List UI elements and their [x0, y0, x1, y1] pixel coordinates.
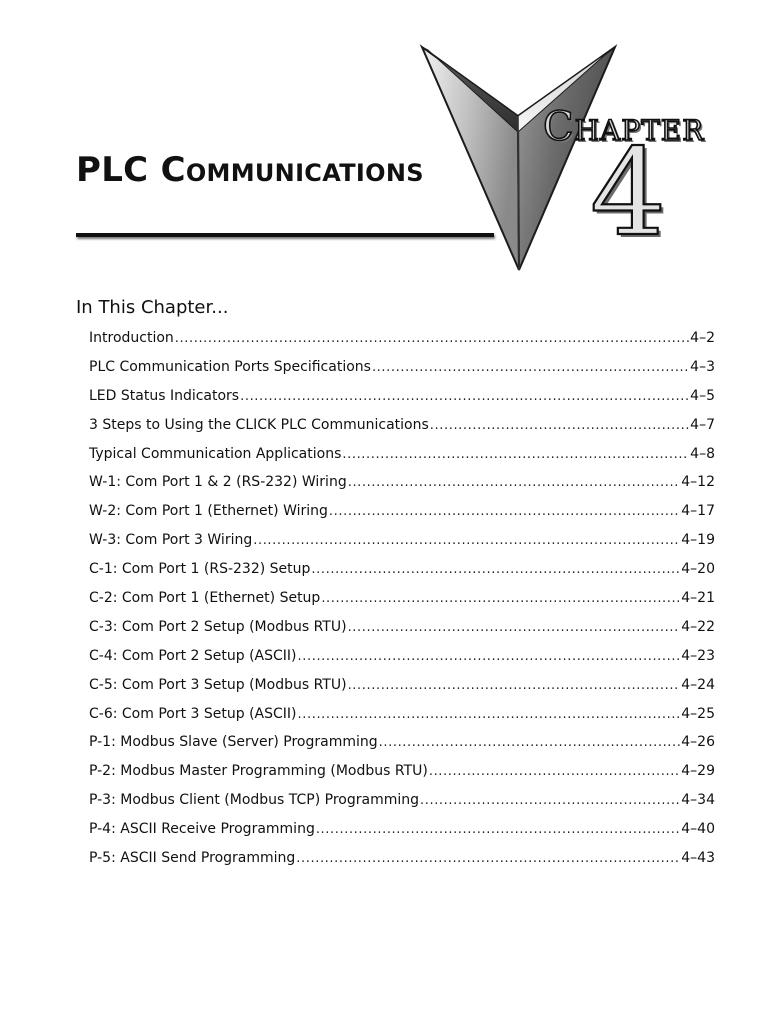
toc-item-page: 4–21	[681, 590, 715, 607]
toc-item-page: 4–29	[681, 763, 715, 780]
toc-item-page: 4–19	[681, 532, 715, 549]
toc-leader-dots	[311, 562, 680, 577]
toc-leader-dots	[342, 447, 689, 462]
toc-item-page: 4–34	[681, 792, 715, 809]
toc-leader-dots	[298, 707, 681, 722]
toc-item-label: P-5: ASCII Send Programming	[89, 850, 296, 867]
toc-item-p3[interactable]	[89, 792, 715, 821]
toc-item-c4[interactable]	[89, 648, 715, 677]
toc-leader-dots	[240, 389, 689, 404]
toc-leader-dots	[175, 331, 689, 346]
toc-item-label: C-3: Com Port 2 Setup (Modbus RTU)	[89, 618, 347, 635]
toc-leader-dots	[379, 735, 681, 750]
chapter-label: Chapter	[543, 104, 705, 150]
toc-item-page: 4–25	[681, 705, 715, 722]
toc-item-w3[interactable]	[89, 532, 715, 561]
toc-item-label: C-4: Com Port 2 Setup (ASCII)	[89, 647, 297, 664]
toc-item-page: 4–12	[681, 474, 715, 491]
toc-item-three-steps[interactable]	[89, 417, 715, 446]
toc-item-label: P-1: Modbus Slave (Server) Programming	[89, 734, 378, 751]
toc-list	[89, 330, 715, 879]
toc-leader-dots	[372, 360, 689, 375]
toc-item-p2[interactable]	[89, 763, 715, 792]
toc-item-p4[interactable]	[89, 821, 715, 850]
toc-item-label: C-5: Com Port 3 Setup (Modbus RTU)	[89, 676, 347, 693]
toc-leader-dots	[430, 418, 689, 433]
toc-item-label: C-2: Com Port 1 (Ethernet) Setup	[89, 590, 321, 607]
toc-item-c5[interactable]	[89, 677, 715, 706]
toc-item-c3[interactable]	[89, 619, 715, 648]
toc-leader-dots	[316, 822, 680, 837]
toc-item-page: 4–24	[681, 676, 715, 693]
toc-item-page: 4–3	[690, 358, 715, 375]
toc-leader-dots	[420, 793, 680, 808]
toc-item-label: C-6: Com Port 3 Setup (ASCII)	[89, 705, 297, 722]
toc-item-label: P-4: ASCII Receive Programming	[89, 821, 315, 838]
toc-item-page: 4–17	[681, 503, 715, 520]
toc-item-page: 4–43	[681, 850, 715, 867]
chapter-chevron-icon	[418, 42, 618, 272]
page-title: PLC Communications	[76, 150, 424, 190]
toc-leader-dots	[298, 649, 681, 664]
toc-item-page: 4–22	[681, 618, 715, 635]
toc-item-page: 4–20	[681, 561, 715, 578]
chapter-number: 4	[590, 124, 667, 263]
toc-item-label: W-2: Com Port 1 (Ethernet) Wiring	[89, 503, 328, 520]
toc-leader-dots	[253, 533, 680, 548]
toc-item-p1[interactable]	[89, 734, 715, 763]
toc-leader-dots	[429, 764, 680, 779]
toc-item-w2[interactable]	[89, 503, 715, 532]
toc-item-page: 4–8	[690, 445, 715, 462]
toc-item-c6[interactable]	[89, 706, 715, 735]
toc-leader-dots	[296, 851, 680, 866]
toc-leader-dots	[348, 678, 681, 693]
toc-item-label: 3 Steps to Using the CLICK PLC Communications	[89, 416, 429, 433]
toc-item-label: Introduction	[89, 330, 174, 346]
toc-item-label: PLC Communication Ports Specifications	[89, 358, 371, 375]
toc-item-port-specifications[interactable]	[89, 359, 715, 388]
toc-item-c2[interactable]	[89, 590, 715, 619]
toc-item-page: 4–26	[681, 734, 715, 751]
toc-leader-dots	[348, 620, 681, 635]
toc-item-label: LED Status Indicators	[89, 387, 240, 404]
toc-item-page: 4–23	[681, 647, 715, 664]
toc-leader-dots	[321, 591, 680, 606]
toc-item-label: W-3: Com Port 3 Wiring	[89, 532, 253, 549]
toc-item-page: 4–5	[690, 387, 715, 404]
toc-heading: In This Chapter...	[76, 297, 229, 318]
toc-item-led-status[interactable]	[89, 388, 715, 417]
toc-item-label: Typical Communication Applications	[89, 445, 342, 462]
toc-item-page: 4–7	[690, 416, 715, 433]
toc-item-w1[interactable]	[89, 474, 715, 503]
toc-leader-dots	[329, 504, 680, 519]
toc-item-page: 4–40	[681, 821, 715, 838]
toc-item-p5[interactable]	[89, 850, 715, 879]
toc-item-introduction[interactable]	[89, 330, 715, 359]
toc-item-typical-applications[interactable]	[89, 446, 715, 475]
toc-item-label: C-1: Com Port 1 (RS-232) Setup	[89, 561, 311, 578]
toc-item-page: 4–2	[690, 330, 715, 346]
toc-item-label: P-3: Modbus Client (Modbus TCP) Programming	[89, 792, 419, 809]
toc-item-label: W-1: Com Port 1 & 2 (RS-232) Wiring	[89, 474, 347, 491]
toc-item-label: P-2: Modbus Master Programming (Modbus RTU)	[89, 763, 428, 780]
toc-leader-dots	[348, 475, 681, 490]
toc-item-c1[interactable]	[89, 561, 715, 590]
